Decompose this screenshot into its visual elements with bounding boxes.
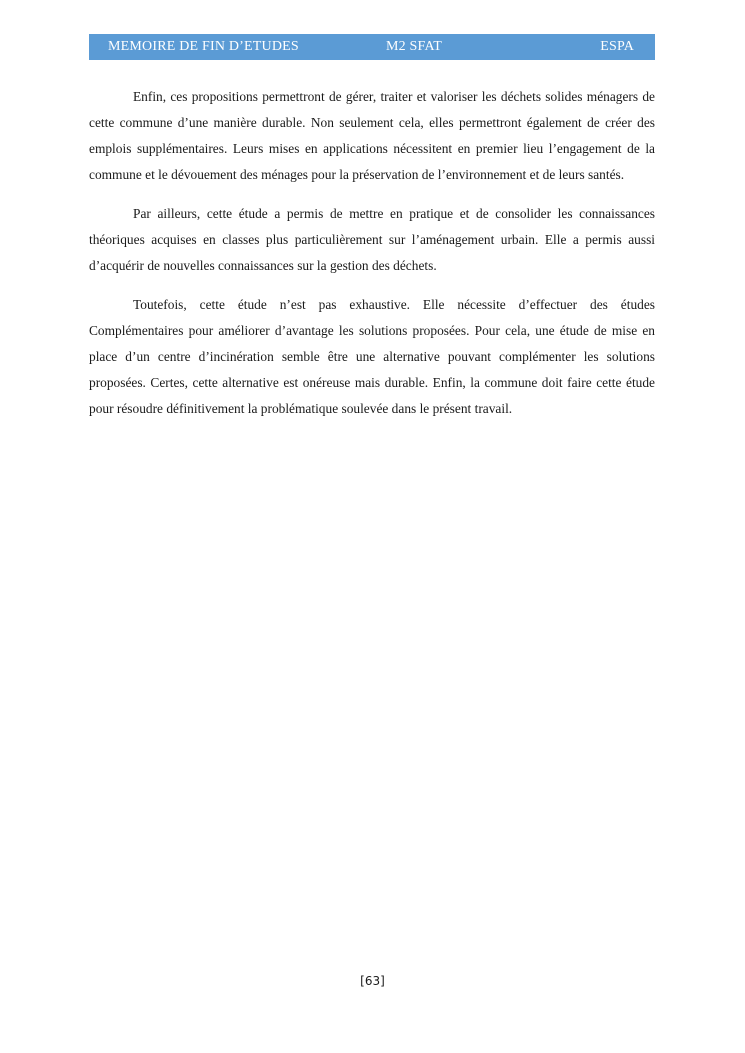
paragraph-conclusion-perspectives: Toutefois, cette étude n’est pas exhaustive. Elle nécessite d’effectuer des études Complémentaires pour améliorer d’avantage les solutions proposées. Pour cela, une étude de mise en place d’un centre d’incinération semble être une alternative pouvant complémenter les solutions proposées. Certes, cette alternative est onéreuse mais durable. Enfin, la commune doit faire cette étude pour résoudre définitivement la problématique soulevée dans le présent travail.	[89, 297, 655, 416]
page-header	[89, 34, 655, 60]
header-document-type: MEMOIRE DE FIN D’ETUDES	[108, 39, 299, 54]
header-program: M2 SFAT	[386, 39, 442, 54]
document-body	[89, 84, 655, 435]
paragraph-conclusion-proposals: Enfin, ces propositions permettront de gérer, traiter et valoriser les déchets solides ménagers de cette commune d’une manière durable. Non seulement cela, elles permettront également de créer des emplois supplémentaires. Leurs mises en applications nécessitent en premier lieu l’engagement de la commune et le dévouement des ménages pour la préservation de l’environnement et de leurs santés.	[89, 89, 655, 182]
header-school: ESPA	[600, 39, 634, 54]
paragraph-conclusion-knowledge: Par ailleurs, cette étude a permis de mettre en pratique et de consolider les connaissances théoriques acquises en classes plus particulièrement sur l’aménagement urbain. Elle a permis aussi d’acquérir de nouvelles connaissances sur la gestion des déchets.	[89, 206, 655, 273]
page-number: [63]	[360, 974, 385, 988]
